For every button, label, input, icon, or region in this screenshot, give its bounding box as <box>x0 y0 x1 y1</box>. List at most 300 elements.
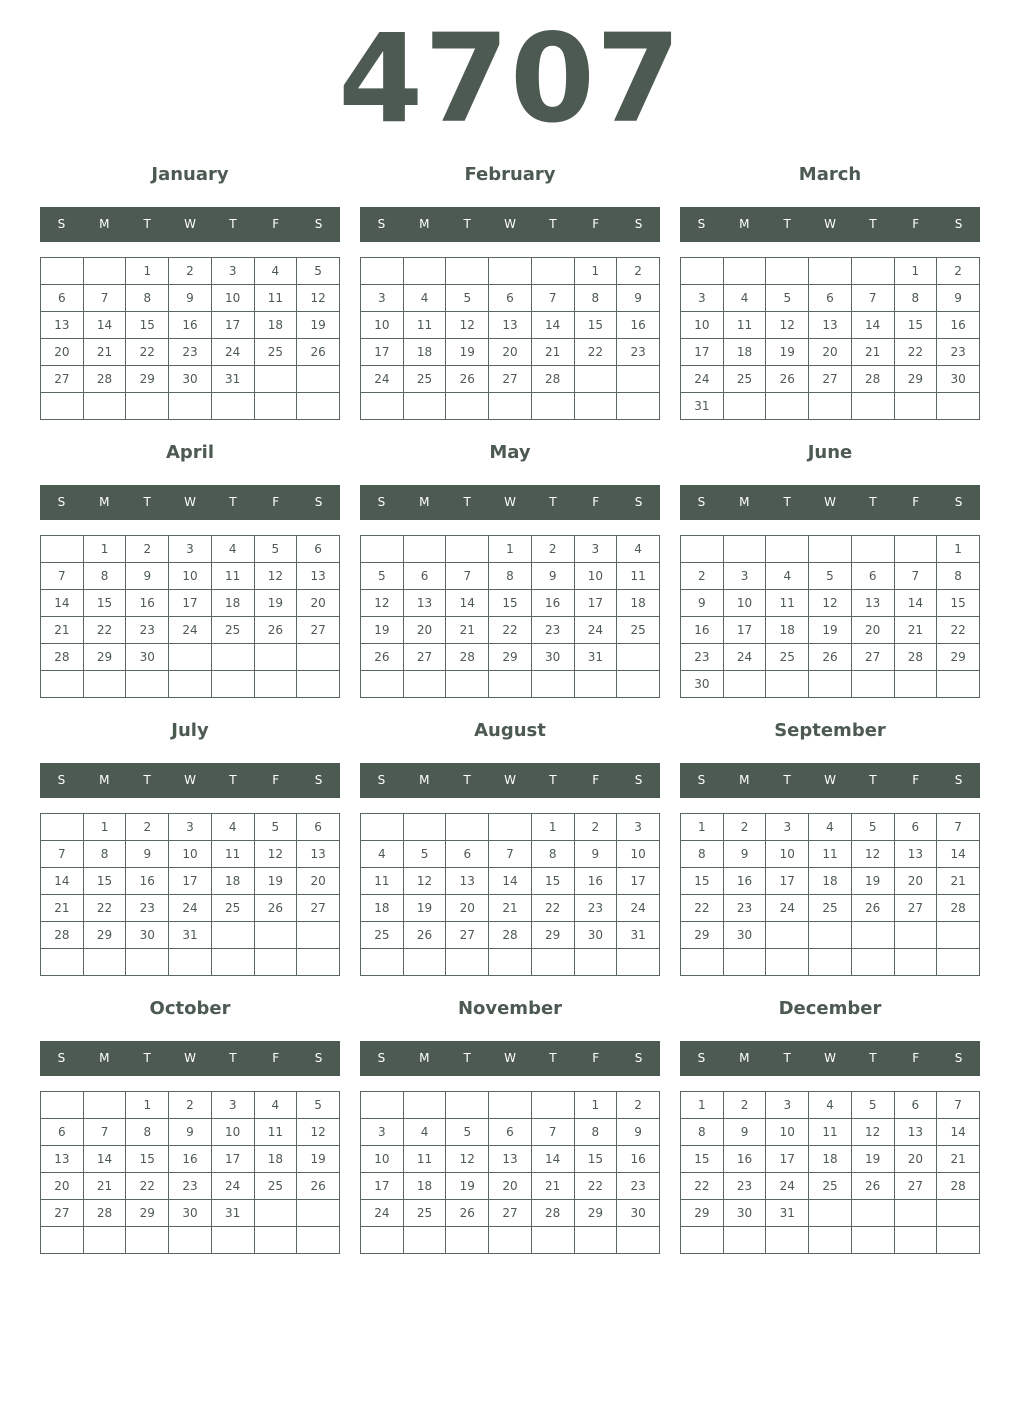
week-row <box>361 339 660 366</box>
day-cell: 1 <box>83 536 126 563</box>
empty-cell <box>446 1092 489 1119</box>
day-cell: 13 <box>41 1146 84 1173</box>
empty-cell <box>937 949 980 976</box>
empty-cell <box>766 536 809 563</box>
week-row <box>681 590 980 617</box>
day-cell: 24 <box>766 895 809 922</box>
day-cell: 26 <box>446 1200 489 1227</box>
day-cell: 18 <box>617 590 660 617</box>
day-cell: 29 <box>894 366 937 393</box>
day-cell: 7 <box>894 563 937 590</box>
week-row <box>681 644 980 671</box>
weekday-label: F <box>592 217 600 231</box>
day-cell: 2 <box>723 814 766 841</box>
empty-cell <box>809 393 852 420</box>
day-cell: 22 <box>126 339 169 366</box>
weekday-label: S <box>634 773 643 787</box>
day-cell: 26 <box>809 644 852 671</box>
empty-cell <box>83 1227 126 1254</box>
day-cell: 15 <box>894 312 937 339</box>
day-grid <box>40 535 340 698</box>
empty-cell <box>851 536 894 563</box>
empty-cell <box>681 258 724 285</box>
weekday-header <box>680 1041 980 1076</box>
day-cell: 1 <box>83 814 126 841</box>
day-cell: 19 <box>851 1146 894 1173</box>
empty-cell <box>41 536 84 563</box>
empty-cell <box>446 536 489 563</box>
empty-cell <box>809 258 852 285</box>
day-cell: 21 <box>851 339 894 366</box>
day-cell: 24 <box>681 366 724 393</box>
day-cell: 2 <box>681 563 724 590</box>
day-cell: 28 <box>531 366 574 393</box>
week-row <box>681 1146 980 1173</box>
day-cell: 23 <box>723 1173 766 1200</box>
day-cell: 27 <box>894 1173 937 1200</box>
day-cell: 22 <box>574 339 617 366</box>
weekday-label: S <box>314 1051 323 1065</box>
day-cell: 17 <box>361 339 404 366</box>
day-cell: 29 <box>83 922 126 949</box>
day-cell: 21 <box>531 1173 574 1200</box>
weekday-header <box>360 207 660 242</box>
empty-cell <box>681 536 724 563</box>
day-cell: 20 <box>297 590 340 617</box>
day-cell: 22 <box>83 617 126 644</box>
empty-cell <box>681 949 724 976</box>
weekday-label: S <box>634 217 643 231</box>
day-cell: 7 <box>851 285 894 312</box>
weekday-label: S <box>314 773 323 787</box>
day-cell: 6 <box>41 1119 84 1146</box>
day-cell: 8 <box>489 563 532 590</box>
day-cell: 6 <box>489 1119 532 1146</box>
day-cell: 13 <box>403 590 446 617</box>
day-cell: 14 <box>937 841 980 868</box>
empty-cell <box>403 814 446 841</box>
week-row <box>361 1200 660 1227</box>
empty-cell <box>361 536 404 563</box>
day-cell: 19 <box>766 339 809 366</box>
weekday-label: F <box>272 217 280 231</box>
day-cell: 7 <box>937 814 980 841</box>
day-cell: 26 <box>361 644 404 671</box>
weekday-label: T <box>229 217 237 231</box>
day-cell: 6 <box>41 285 84 312</box>
day-cell: 20 <box>809 339 852 366</box>
day-cell: 16 <box>617 1146 660 1173</box>
weekday-label: T <box>143 773 151 787</box>
day-cell: 27 <box>489 1200 532 1227</box>
empty-cell <box>851 922 894 949</box>
month-name: March <box>798 164 862 185</box>
day-cell: 5 <box>403 841 446 868</box>
day-cell: 12 <box>809 590 852 617</box>
day-cell: 21 <box>41 617 84 644</box>
empty-cell <box>297 949 340 976</box>
day-cell: 5 <box>809 563 852 590</box>
weekday-label: M <box>419 1051 430 1065</box>
weekday-label: M <box>419 495 430 509</box>
year-title: 4707 <box>338 8 682 150</box>
day-cell: 29 <box>531 922 574 949</box>
week-row <box>681 1227 980 1254</box>
day-cell: 17 <box>723 617 766 644</box>
day-cell: 15 <box>531 868 574 895</box>
day-cell: 7 <box>41 841 84 868</box>
day-cell: 15 <box>83 868 126 895</box>
day-cell: 11 <box>211 563 254 590</box>
day-cell: 4 <box>361 841 404 868</box>
empty-cell <box>361 393 404 420</box>
day-cell: 18 <box>211 590 254 617</box>
empty-cell <box>254 366 297 393</box>
empty-cell <box>937 922 980 949</box>
day-cell: 14 <box>531 1146 574 1173</box>
weekday-header <box>360 763 660 798</box>
day-cell: 30 <box>126 922 169 949</box>
day-cell: 27 <box>894 895 937 922</box>
day-cell: 11 <box>766 590 809 617</box>
empty-cell <box>211 949 254 976</box>
weekday-label: W <box>184 1051 196 1065</box>
weekday-label: W <box>504 495 516 509</box>
weekday-label: F <box>592 495 600 509</box>
day-cell: 22 <box>681 1173 724 1200</box>
day-cell: 26 <box>851 895 894 922</box>
day-cell: 10 <box>723 590 766 617</box>
day-cell: 27 <box>809 366 852 393</box>
empty-cell <box>809 536 852 563</box>
day-cell: 17 <box>211 1146 254 1173</box>
empty-cell <box>723 258 766 285</box>
day-cell: 15 <box>937 590 980 617</box>
weekday-label: S <box>697 773 706 787</box>
empty-cell <box>531 671 574 698</box>
week-row <box>361 671 660 698</box>
week-row <box>41 563 340 590</box>
day-cell: 21 <box>894 617 937 644</box>
week-row <box>41 671 340 698</box>
month-name: September <box>774 720 886 741</box>
weekday-header <box>360 1041 660 1076</box>
day-cell: 17 <box>361 1173 404 1200</box>
day-cell: 11 <box>403 312 446 339</box>
day-cell: 5 <box>297 258 340 285</box>
day-cell: 24 <box>617 895 660 922</box>
weekday-label: M <box>419 773 430 787</box>
day-cell: 5 <box>254 814 297 841</box>
day-cell: 27 <box>297 895 340 922</box>
empty-cell <box>617 949 660 976</box>
day-cell: 16 <box>169 1146 212 1173</box>
empty-cell <box>851 258 894 285</box>
day-cell: 16 <box>723 868 766 895</box>
day-cell: 19 <box>809 617 852 644</box>
weekday-label: T <box>463 217 471 231</box>
day-cell: 2 <box>169 1092 212 1119</box>
day-cell: 21 <box>446 617 489 644</box>
day-cell: 10 <box>766 1119 809 1146</box>
day-grid <box>360 1091 660 1254</box>
day-cell: 24 <box>211 339 254 366</box>
month-name: April <box>165 442 215 463</box>
day-cell: 3 <box>681 285 724 312</box>
day-cell: 28 <box>83 366 126 393</box>
empty-cell <box>766 949 809 976</box>
weekday-label: F <box>592 773 600 787</box>
empty-cell <box>851 949 894 976</box>
day-cell: 6 <box>894 1092 937 1119</box>
day-cell: 2 <box>574 814 617 841</box>
empty-cell <box>83 393 126 420</box>
weekday-label: T <box>869 217 877 231</box>
week-row <box>361 949 660 976</box>
day-cell: 31 <box>681 393 724 420</box>
empty-cell <box>403 258 446 285</box>
day-cell: 27 <box>851 644 894 671</box>
empty-cell <box>361 258 404 285</box>
week-row <box>681 671 980 698</box>
weekday-label: S <box>697 495 706 509</box>
empty-cell <box>126 1227 169 1254</box>
day-cell: 8 <box>126 1119 169 1146</box>
day-cell: 13 <box>489 1146 532 1173</box>
empty-cell <box>446 814 489 841</box>
week-row <box>41 1227 340 1254</box>
day-cell: 22 <box>894 339 937 366</box>
empty-cell <box>361 671 404 698</box>
empty-cell <box>83 258 126 285</box>
day-cell: 7 <box>83 285 126 312</box>
day-cell: 23 <box>937 339 980 366</box>
empty-cell <box>894 671 937 698</box>
empty-cell <box>41 393 84 420</box>
day-cell: 31 <box>574 644 617 671</box>
day-grid <box>40 257 340 420</box>
day-cell: 9 <box>937 285 980 312</box>
day-cell: 29 <box>574 1200 617 1227</box>
day-cell: 23 <box>617 1173 660 1200</box>
day-cell: 20 <box>894 868 937 895</box>
empty-cell <box>211 671 254 698</box>
weekday-label: F <box>912 1051 920 1065</box>
day-cell: 28 <box>531 1200 574 1227</box>
empty-cell <box>681 1227 724 1254</box>
empty-cell <box>489 393 532 420</box>
week-row <box>361 536 660 563</box>
day-cell: 15 <box>126 1146 169 1173</box>
week-row <box>361 644 660 671</box>
weekday-label: S <box>697 1051 706 1065</box>
day-cell: 16 <box>681 617 724 644</box>
month-name: January <box>151 164 229 185</box>
weekday-label: F <box>912 773 920 787</box>
day-cell: 7 <box>531 1119 574 1146</box>
weekday-label: W <box>824 217 836 231</box>
week-row <box>41 339 340 366</box>
empty-cell <box>83 949 126 976</box>
day-cell: 28 <box>937 895 980 922</box>
empty-cell <box>617 393 660 420</box>
day-grid <box>360 813 660 976</box>
week-row <box>681 841 980 868</box>
day-cell: 26 <box>297 1173 340 1200</box>
day-cell: 3 <box>169 536 212 563</box>
day-cell: 2 <box>937 258 980 285</box>
empty-cell <box>894 536 937 563</box>
day-grid <box>40 813 340 976</box>
weekday-label: T <box>549 773 557 787</box>
week-row <box>681 563 980 590</box>
weekday-label: W <box>184 495 196 509</box>
day-cell: 11 <box>723 312 766 339</box>
day-cell: 13 <box>489 312 532 339</box>
week-row <box>681 393 980 420</box>
empty-cell <box>169 644 212 671</box>
empty-cell <box>489 1227 532 1254</box>
day-cell: 17 <box>766 868 809 895</box>
day-cell: 30 <box>681 671 724 698</box>
weekday-label: M <box>739 495 750 509</box>
day-cell: 14 <box>446 590 489 617</box>
empty-cell <box>723 1227 766 1254</box>
day-cell: 20 <box>403 617 446 644</box>
empty-cell <box>489 1092 532 1119</box>
empty-cell <box>489 671 532 698</box>
week-row <box>41 949 340 976</box>
weekday-label: T <box>463 1051 471 1065</box>
week-row <box>681 1119 980 1146</box>
weekday-label: S <box>377 495 386 509</box>
weekday-label: T <box>783 217 791 231</box>
day-cell: 8 <box>574 1119 617 1146</box>
day-cell: 18 <box>809 868 852 895</box>
empty-cell <box>297 393 340 420</box>
empty-cell <box>403 671 446 698</box>
day-cell: 25 <box>809 1173 852 1200</box>
day-cell: 7 <box>937 1092 980 1119</box>
weekday-label: T <box>783 495 791 509</box>
day-cell: 10 <box>211 285 254 312</box>
day-cell: 7 <box>41 563 84 590</box>
day-cell: 6 <box>403 563 446 590</box>
weekday-label: S <box>57 773 66 787</box>
day-cell: 9 <box>617 1119 660 1146</box>
day-cell: 21 <box>937 868 980 895</box>
day-cell: 16 <box>126 868 169 895</box>
day-cell: 12 <box>254 563 297 590</box>
day-cell: 2 <box>531 536 574 563</box>
day-cell: 4 <box>403 285 446 312</box>
day-cell: 1 <box>574 258 617 285</box>
weekday-label: W <box>184 773 196 787</box>
empty-cell <box>937 671 980 698</box>
day-cell: 19 <box>851 868 894 895</box>
day-cell: 3 <box>617 814 660 841</box>
day-cell: 13 <box>894 1119 937 1146</box>
day-cell: 27 <box>489 366 532 393</box>
day-cell: 24 <box>574 617 617 644</box>
day-cell: 8 <box>531 841 574 868</box>
day-cell: 29 <box>83 644 126 671</box>
day-cell: 3 <box>723 563 766 590</box>
day-cell: 18 <box>403 1173 446 1200</box>
week-row <box>41 536 340 563</box>
day-cell: 3 <box>766 814 809 841</box>
day-cell: 13 <box>851 590 894 617</box>
empty-cell <box>361 1227 404 1254</box>
week-row <box>41 312 340 339</box>
day-cell: 6 <box>809 285 852 312</box>
week-row <box>681 895 980 922</box>
day-cell: 30 <box>531 644 574 671</box>
empty-cell <box>489 949 532 976</box>
empty-cell <box>894 393 937 420</box>
empty-cell <box>403 393 446 420</box>
day-cell: 10 <box>169 563 212 590</box>
empty-cell <box>211 644 254 671</box>
day-cell: 1 <box>894 258 937 285</box>
day-cell: 22 <box>681 895 724 922</box>
week-row <box>361 868 660 895</box>
weekday-label: S <box>314 217 323 231</box>
day-cell: 6 <box>894 814 937 841</box>
day-cell: 31 <box>766 1200 809 1227</box>
day-cell: 1 <box>531 814 574 841</box>
day-cell: 16 <box>574 868 617 895</box>
weekday-label: T <box>783 773 791 787</box>
empty-cell <box>254 644 297 671</box>
week-row <box>681 868 980 895</box>
weekday-label: T <box>549 217 557 231</box>
day-cell: 19 <box>403 895 446 922</box>
day-cell: 30 <box>723 922 766 949</box>
day-grid <box>40 1091 340 1254</box>
empty-cell <box>126 949 169 976</box>
empty-cell <box>361 949 404 976</box>
day-grid <box>680 535 980 698</box>
day-cell: 26 <box>403 922 446 949</box>
day-cell: 23 <box>169 1173 212 1200</box>
empty-cell <box>254 393 297 420</box>
weekday-label: T <box>143 495 151 509</box>
month-name: November <box>457 998 563 1019</box>
day-cell: 18 <box>766 617 809 644</box>
day-cell: 4 <box>809 814 852 841</box>
day-cell: 20 <box>41 1173 84 1200</box>
day-cell: 19 <box>254 590 297 617</box>
day-cell: 17 <box>574 590 617 617</box>
day-cell: 16 <box>617 312 660 339</box>
weekday-header <box>680 763 980 798</box>
week-row <box>361 1092 660 1119</box>
week-row <box>681 285 980 312</box>
day-cell: 4 <box>766 563 809 590</box>
empty-cell <box>126 671 169 698</box>
week-row <box>681 1173 980 1200</box>
day-cell: 6 <box>297 814 340 841</box>
day-cell: 25 <box>211 895 254 922</box>
week-row <box>681 1200 980 1227</box>
day-cell: 9 <box>574 841 617 868</box>
weekday-label: T <box>869 1051 877 1065</box>
day-cell: 8 <box>681 841 724 868</box>
weekday-label: M <box>419 217 430 231</box>
empty-cell <box>169 1227 212 1254</box>
day-cell: 18 <box>361 895 404 922</box>
